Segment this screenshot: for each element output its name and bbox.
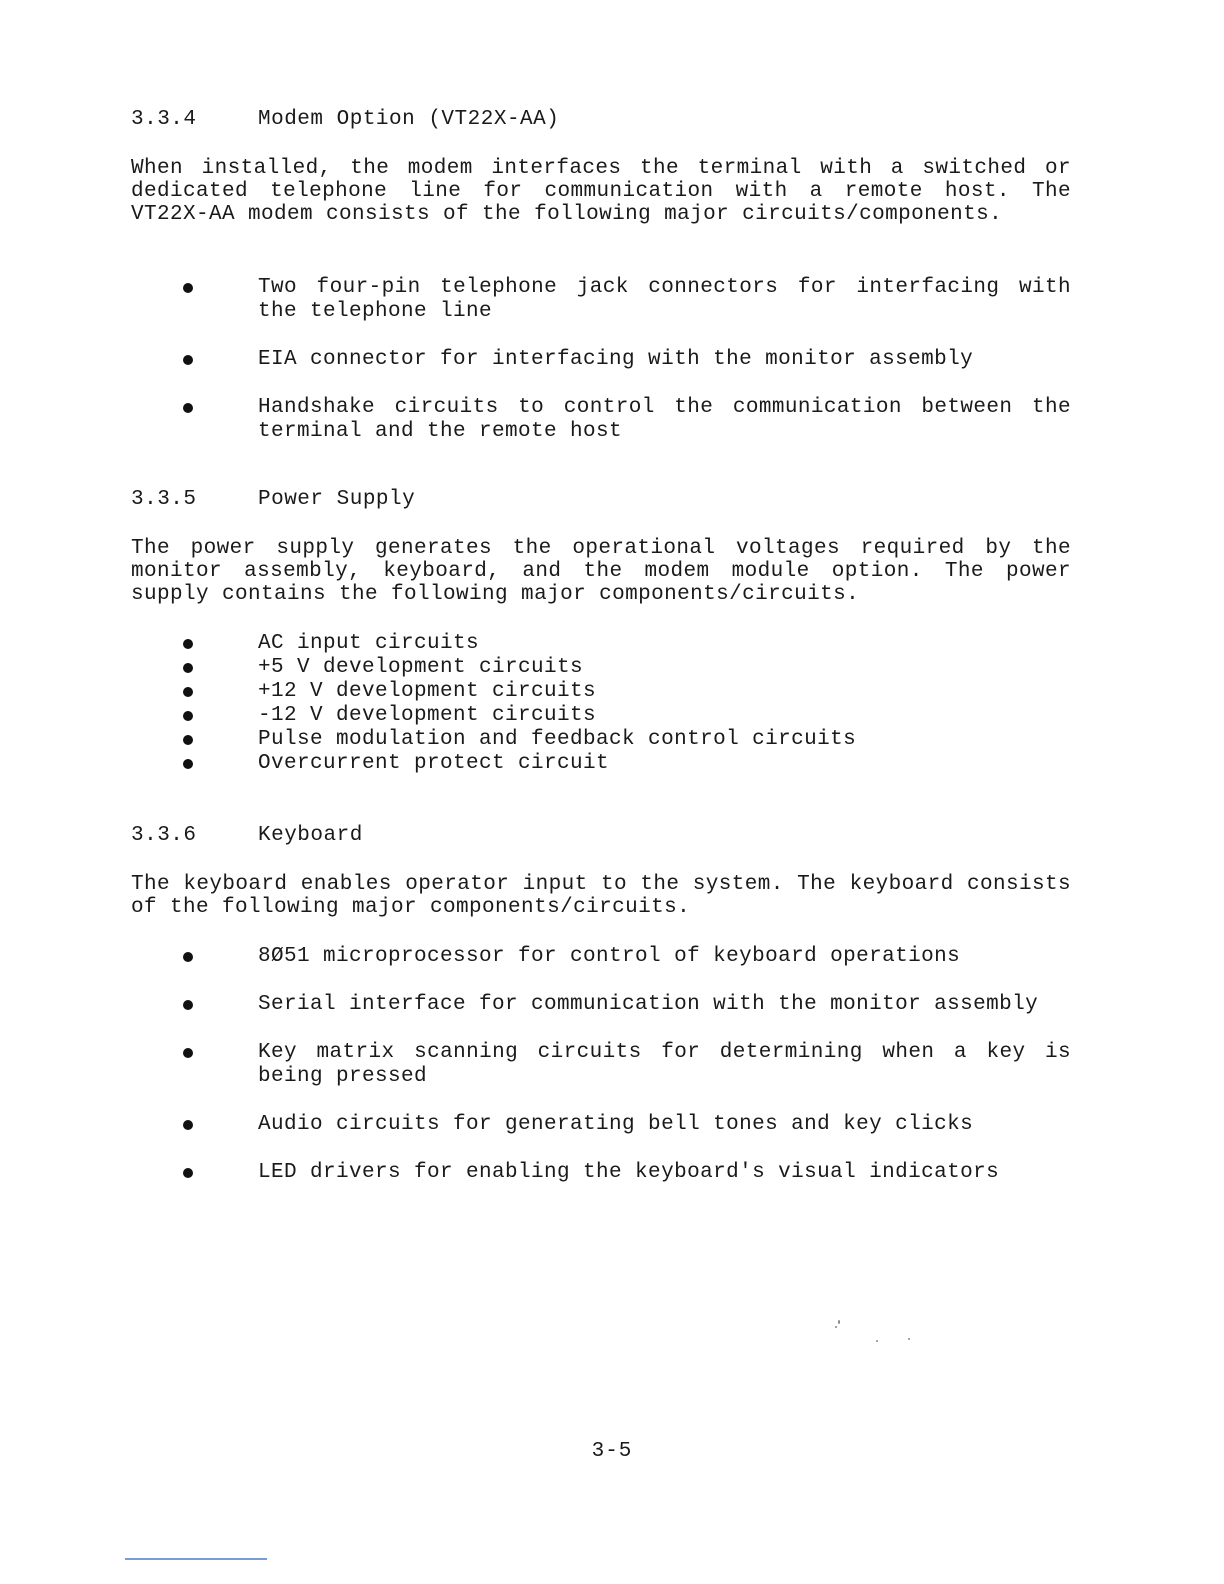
scan-edge-line	[125, 1558, 267, 1560]
list-item: Handshake circuits to control the communication between the terminal and the remote host	[131, 396, 1071, 444]
section-number: 3.3.4	[131, 108, 197, 131]
bullet-icon	[183, 1168, 193, 1178]
page-number: 3-5	[591, 1440, 633, 1463]
section-intro-keyboard: The keyboard enables operator input to the system. The keyboard consists of the following major components/circuits.	[131, 873, 1071, 919]
bullet-icon	[183, 711, 193, 721]
section-intro-power-supply: The power supply generates the operational voltages required by the monitor assembly, keyboard, and the modem module option. The power supply contains the following major components/circuits.	[131, 537, 1071, 606]
list-item: 8Ø51 microprocessor for control of keyboard operations	[131, 945, 1071, 969]
list-item: Key matrix scanning circuits for determining when a key is being pressed	[131, 1041, 1071, 1089]
bullet-list-keyboard	[131, 945, 1071, 1185]
section-title: Power Supply	[258, 488, 416, 511]
list-item: Two four-pin telephone jack connectors for interfacing with the telephone line	[131, 276, 1071, 324]
bullet-icon	[183, 759, 193, 769]
section-number: 3.3.6	[131, 824, 197, 847]
list-item: AC input circuits	[131, 632, 1071, 656]
scan-speck	[835, 1326, 837, 1328]
section-heading-modem	[131, 108, 559, 131]
section-heading-keyboard	[131, 824, 363, 847]
list-item: Serial interface for communication with the monitor assembly	[131, 993, 1071, 1017]
bullet-icon	[183, 1120, 193, 1130]
section-number: 3.3.5	[131, 488, 197, 511]
bullet-icon	[183, 639, 193, 649]
section-title: Modem Option (VT22X-AA)	[258, 108, 560, 131]
bullet-icon	[183, 952, 193, 962]
list-item: Audio circuits for generating bell tones and key clicks	[131, 1113, 1071, 1137]
list-item: Overcurrent protect circuit	[131, 752, 1071, 776]
scan-speck	[838, 1320, 840, 1324]
bullet-icon	[183, 1000, 193, 1010]
bullet-icon	[183, 1048, 193, 1058]
bullet-icon	[183, 283, 193, 293]
bullet-list-power-supply	[131, 632, 1071, 776]
bullet-icon	[183, 355, 193, 365]
bullet-icon	[183, 403, 193, 413]
bullet-icon	[183, 687, 193, 697]
bullet-icon	[183, 735, 193, 745]
scan-specks	[830, 1318, 920, 1348]
list-item: Pulse modulation and feedback control circuits	[131, 728, 1071, 752]
section-heading-power-supply	[131, 488, 415, 511]
section-intro-modem: When installed, the modem interfaces the terminal with a switched or dedicated telephone line for communication with a remote host. The VT22X-AA modem consists of the following major circuits/components.	[131, 157, 1071, 226]
list-item: +12 V development circuits	[131, 680, 1071, 704]
section-title: Keyboard	[258, 824, 363, 847]
list-item: LED drivers for enabling the keyboard's visual indicators	[131, 1161, 1071, 1185]
list-item: +5 V development circuits	[131, 656, 1071, 680]
list-item: EIA connector for interfacing with the monitor assembly	[131, 348, 1071, 372]
scan-speck	[876, 1340, 878, 1342]
scan-speck	[908, 1338, 910, 1340]
bullet-list-modem	[131, 276, 1071, 444]
bullet-icon	[183, 663, 193, 673]
list-item: -12 V development circuits	[131, 704, 1071, 728]
